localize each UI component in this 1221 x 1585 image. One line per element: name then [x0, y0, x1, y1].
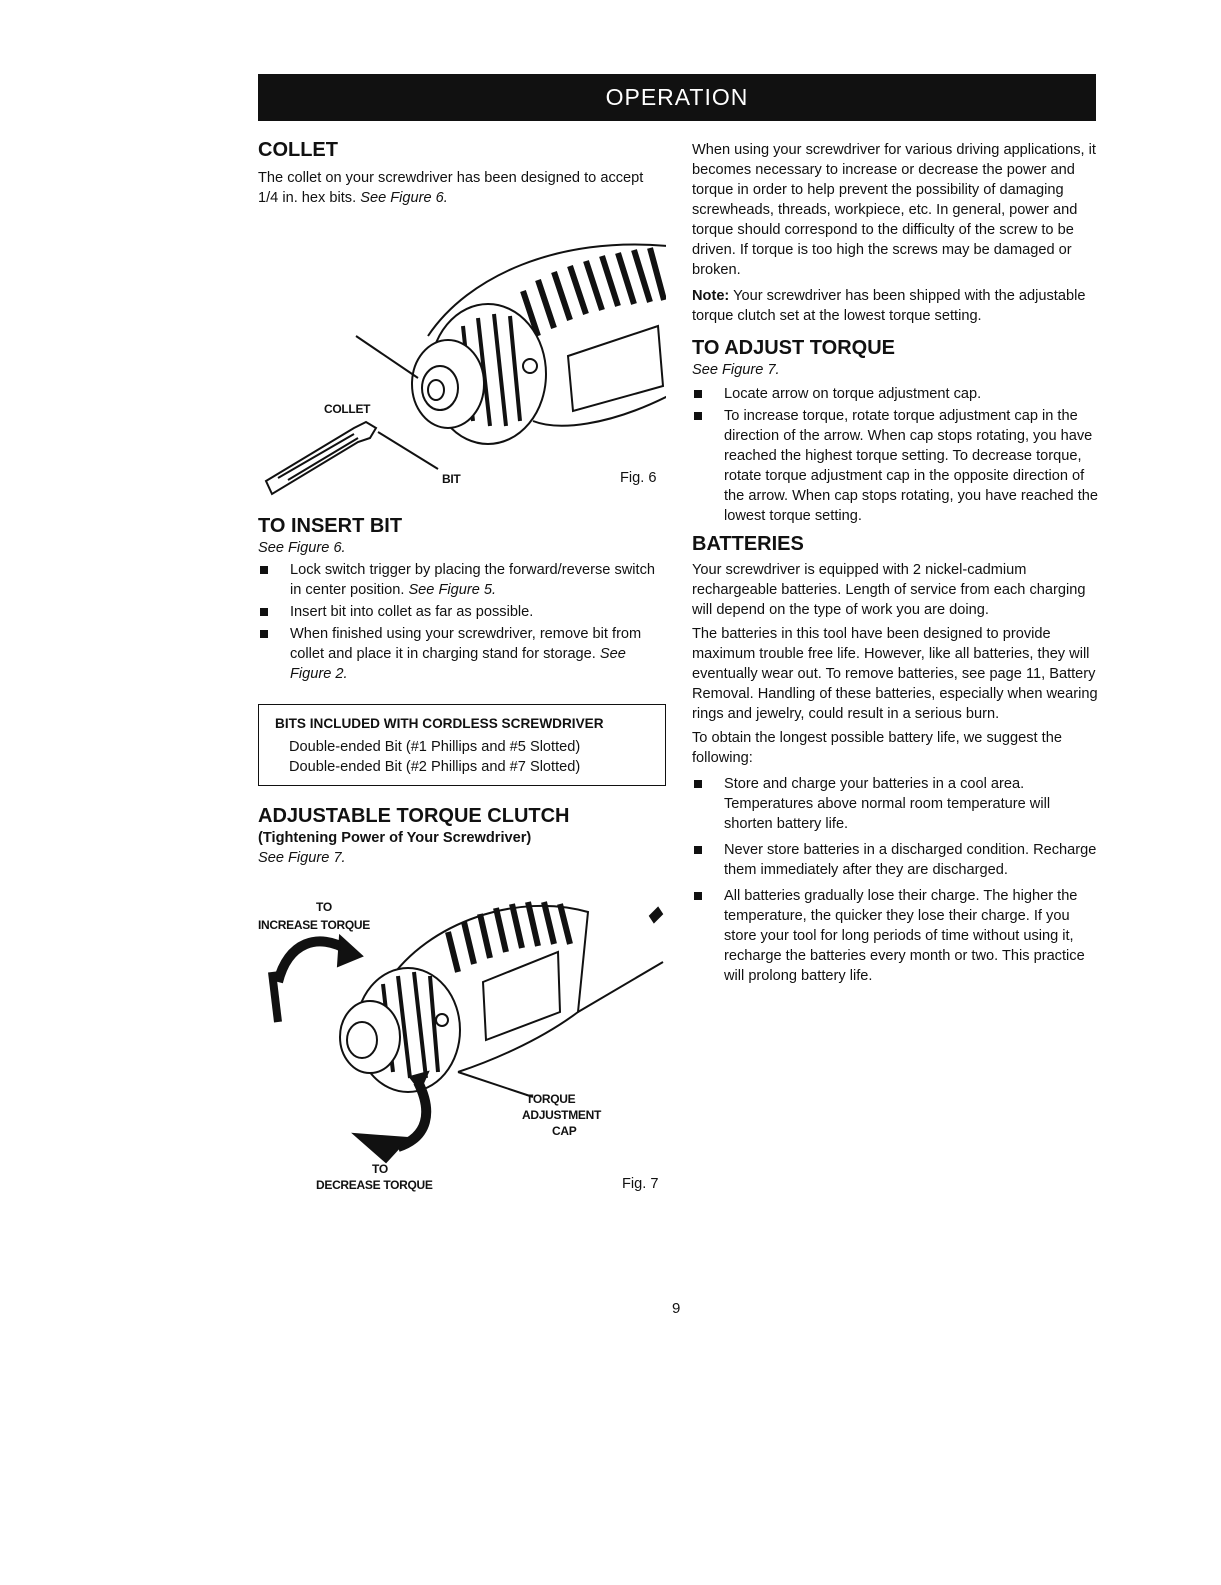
batteries-paragraph-2: The batteries in this tool have been designed to provide maximum trouble free life. However, like all batteries, they will eventually wear out. To remove batteries, see page 11, Battery Removal. Handling of these batteries, especially when wearing rings and jewelry, could result in a serious burn. [692, 626, 1098, 722]
bit-callout: BIT [442, 472, 461, 486]
adjust-torque-see: See Figure 7. [692, 362, 780, 378]
note-text: Your screwdriver has been shipped with the adjustable torque clutch set at the lowest torque setting. [692, 288, 1086, 324]
section-title: OPERATION [605, 84, 749, 110]
list-item [258, 560, 666, 600]
collet-figure-ref: See Figure 6. [360, 190, 448, 206]
list-item-ref: See Figure 2. [290, 646, 626, 682]
figure-6 [258, 216, 666, 506]
increase-torque-callout-line2: INCREASE TORQUE [258, 918, 370, 932]
adjust-torque-heading: TO ADJUST TORQUE [692, 337, 895, 359]
torque-clutch-subheading: (Tightening Power of Your Screwdriver) [258, 830, 532, 846]
list-item: Store and charge your batteries in a cool area. Temperatures above normal room temperature will shorten battery life. [692, 774, 1100, 834]
decrease-torque-callout-line1: TO [372, 1162, 388, 1176]
note-label: Note: [692, 288, 730, 304]
list-item [258, 602, 666, 622]
batteries-paragraph-3: To obtain the longest possible battery life, we suggest the following: [692, 730, 1062, 766]
list-item: Locate arrow on torque adjustment cap. [692, 384, 1100, 404]
collet-callout: COLLET [324, 402, 371, 416]
batteries-paragraph-1: Your screwdriver is equipped with 2 nickel-cadmium rechargeable batteries. Length of service from each charging will depend on the type of work you are doing. [692, 562, 1086, 618]
decrease-torque-callout-line2: DECREASE TORQUE [316, 1178, 433, 1192]
list-item: All batteries gradually lose their charge. The higher the temperature, the quicker they lose their charge. If you store your tool for long periods of time without using it, recharge the batteries every month or two. This practice will prolong battery life. [692, 886, 1100, 986]
screwdriver-collet-illustration [258, 216, 666, 506]
insert-bit-heading: TO INSERT BIT [258, 515, 403, 537]
list-item-ref: See Figure 5. [408, 582, 497, 598]
bits-box-title: BITS INCLUDED WITH CORDLESS SCREWDRIVER [275, 716, 604, 731]
collet-body [258, 168, 658, 208]
list-item-text: When finished using your screwdriver, remove bit from collet and place it in charging stand for storage. [290, 626, 642, 662]
fig-7-caption: Fig. 7 [622, 1176, 659, 1192]
note-paragraph [692, 286, 1100, 326]
collet-body-text: The collet on your screwdriver has been designed to accept 1/4 in. hex bits. [258, 170, 644, 206]
section-header-bar [258, 74, 1096, 121]
list-item: To increase torque, rotate torque adjustment cap in the direction of the arrow. When cap stops rotating, you have reached the highest torque setting. To decrease torque, rotate torque adjustment cap in the opposite direction of the arrow. When cap stops rotating, you have reached the lowest torque setting. [692, 406, 1100, 526]
list-item-text: Insert bit into collet as far as possible. [290, 604, 534, 620]
list-item [258, 624, 666, 684]
list-item: Never store batteries in a discharged condition. Recharge them immediately after they are discharged. [692, 840, 1100, 880]
figure-7 [258, 872, 666, 1202]
bits-included-box [258, 704, 666, 786]
fig-6-caption: Fig. 6 [620, 470, 657, 486]
list-item-text: Lock switch trigger by placing the forward/reverse switch in center position. [290, 562, 655, 598]
batteries-list [692, 774, 1100, 986]
torque-clutch-see: See Figure 7. [258, 850, 346, 866]
bits-box-line: Double-ended Bit (#1 Phillips and #5 Slotted) [289, 739, 581, 755]
insert-bit-list [258, 560, 666, 684]
torque-cap-callout-line2: ADJUSTMENT [522, 1108, 602, 1122]
bits-box-line: Double-ended Bit (#2 Phillips and #7 Slotted) [289, 759, 581, 775]
adjust-torque-list [692, 384, 1100, 526]
increase-torque-callout-line1: TO [316, 900, 332, 914]
torque-cap-callout-line1: TORQUE [526, 1092, 576, 1106]
batteries-heading: BATTERIES [692, 533, 804, 555]
insert-bit-see: See Figure 6. [258, 540, 346, 556]
page-number: 9 [672, 1300, 681, 1317]
torque-cap-callout-line3: CAP [552, 1124, 577, 1138]
torque-clutch-heading: ADJUSTABLE TORQUE CLUTCH [258, 805, 570, 827]
right-column [692, 140, 1100, 988]
torque-intro-paragraph: When using your screwdriver for various driving applications, it becomes necessary to increase or decrease the power and torque in order to help prevent the possibility of damaging screwheads, threads, workpiece, etc. In general, power and torque should correspond to the difficulty of the screw to be driven. If torque is too high the screws may be damaged or broken. [692, 142, 1096, 278]
collet-heading: COLLET [258, 139, 338, 161]
left-column [258, 138, 666, 1202]
